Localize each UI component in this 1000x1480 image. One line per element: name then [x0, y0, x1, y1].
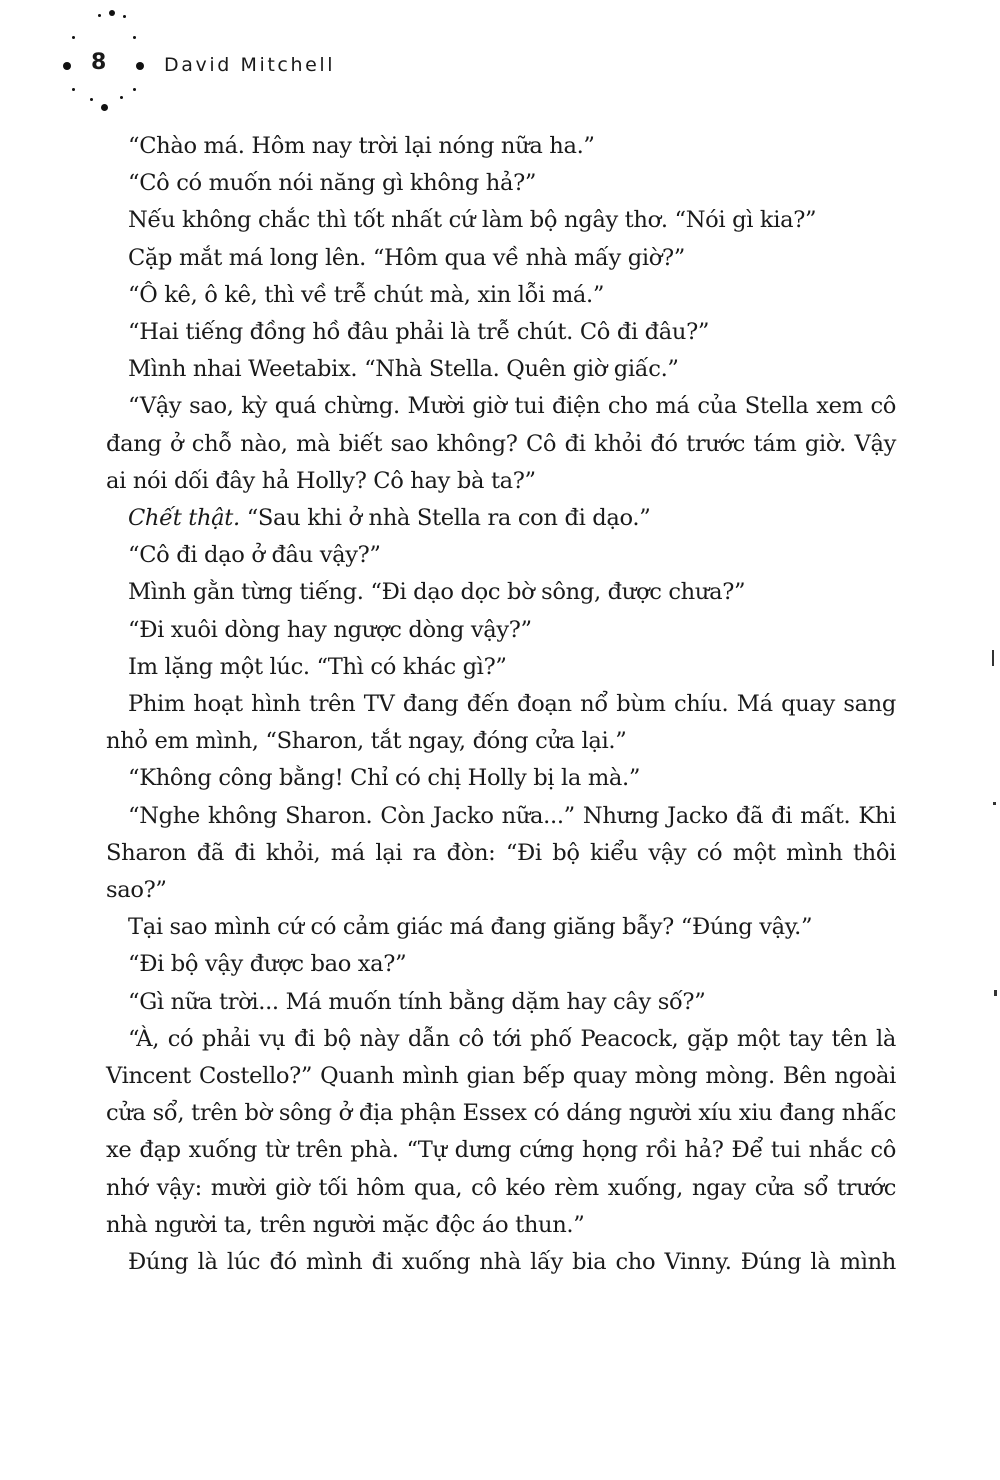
ornament-dot — [101, 104, 108, 111]
paragraph: “Gì nữa trời... Má muốn tính bằng dặm hay cây số?” — [128, 988, 706, 1015]
paragraph: “Chào má. Hôm nay trời lại nóng nữa ha.” — [128, 133, 595, 159]
paragraph: Phim hoạt hình trên TV đang đến đoạn nổ bùm chíu. Má quay sang nhỏ em mình, “Sharon, tắt ngay, đóng cửa lại.” — [106, 691, 896, 755]
paragraph: “Đi xuôi dòng hay ngược dòng vậy?” — [128, 616, 532, 643]
running-header-author: David Mitchell — [164, 54, 336, 76]
ornament-dot — [109, 10, 115, 16]
paragraph: Chết thật. “Sau khi ở nhà Stella ra con đi dạo.” — [128, 505, 651, 532]
paragraph: “À, có phải vụ đi bộ này dẫn cô tới phố Peacock, gặp một tay tên là Vincent Costello?” Quanh mình gian bếp quay mòng mòng. Bên ngoài cửa sổ, trên bờ sông ở địa phận Essex có dáng người xíu xiu đang nhấc xe đạp xuống từ trên phà. “Tự dưng cứng họng rồi hả? Để tui nhắc cô nhớ vậy: mười giờ tối hôm qua, cô kéo rèm xuống, ngay cửa sổ trước nhà người ta, trên người mặc độc áo thun.” — [106, 1025, 896, 1238]
body-text — [106, 128, 896, 1281]
ornament-dot — [136, 62, 144, 70]
ornament-dot — [133, 88, 136, 91]
paragraph: Im lặng một lúc. “Thì có khác gì?” — [128, 653, 507, 680]
scan-mark — [992, 650, 994, 666]
ornament-dot — [98, 14, 101, 17]
paragraph: Mình gằn từng tiếng. “Đi dạo dọc bờ sông, được chưa?” — [128, 579, 746, 606]
paragraph: “Hai tiếng đồng hồ đâu phải là trễ chút. Cô đi đâu?” — [128, 319, 710, 346]
ornament-dot — [72, 88, 75, 91]
ornament-dot — [72, 36, 75, 39]
ornament-dot — [123, 15, 126, 18]
paragraph: “Cô đi dạo ở đâu vậy?” — [128, 542, 381, 569]
scan-mark — [993, 802, 996, 805]
paragraph: Mình nhai Weetabix. “Nhà Stella. Quên giờ giấc.” — [128, 356, 679, 383]
italic-phrase: Chết thật. — [128, 505, 240, 532]
paragraph: “Cô có muốn nói năng gì không hả?” — [128, 170, 537, 197]
paragraph: “Vậy sao, kỳ quá chừng. Mười giờ tui điện cho má của Stella xem cô đang ở chỗ nào, mà biết sao không? Cô đi khỏi đó trước tám giờ. Vậy ai nói dối đây hả Holly? Cô hay bà ta?” — [106, 393, 896, 494]
ornament-dot — [63, 62, 71, 70]
scan-mark — [994, 990, 997, 996]
paragraph: “Ô kê, ô kê, thì về trễ chút mà, xin lỗi má.” — [128, 281, 605, 308]
ornament-dot — [90, 98, 93, 101]
paragraph: “Nghe không Sharon. Còn Jacko nữa...” Nhưng Jacko đã đi mất. Khi Sharon đã đi khỏi, má lại ra đòn: “Đi bộ kiểu vậy có một mình thôi sao?” — [106, 802, 896, 904]
paragraph: Nếu không chắc thì tốt nhất cứ làm bộ ngây thơ. “Nói gì kia?” — [128, 207, 817, 234]
ornament-dot — [120, 96, 123, 99]
paragraph: “Không công bằng! Chỉ có chị Holly bị la mà.” — [128, 765, 641, 792]
paragraph: “Đi bộ vậy được bao xa?” — [128, 951, 407, 978]
paragraph: Tại sao mình cứ có cảm giác má đang giăng bẫy? “Đúng vậy.” — [128, 914, 813, 941]
paragraph: Đúng là lúc đó mình đi xuống nhà lấy bia cho Vinny. Đúng là mình — [128, 1249, 896, 1276]
page-number: 8 — [91, 50, 107, 75]
ornament-dot — [133, 36, 136, 39]
paragraph: Cặp mắt má long lên. “Hôm qua về nhà mấy giờ?” — [128, 244, 685, 271]
